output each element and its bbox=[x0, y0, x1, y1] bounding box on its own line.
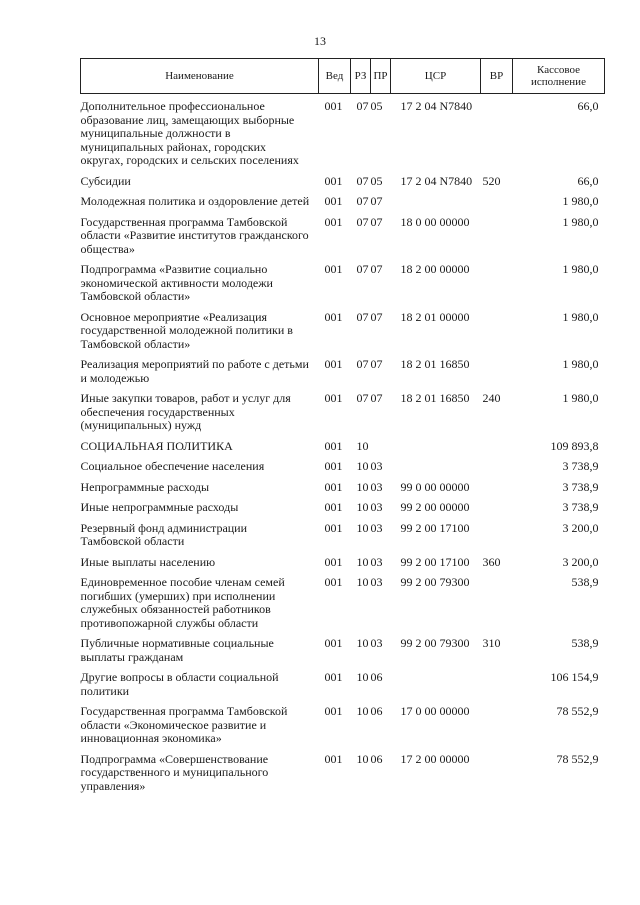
cell-pr: 06 bbox=[370, 704, 383, 718]
cell-csr bbox=[391, 437, 481, 458]
cell-vr bbox=[481, 519, 513, 553]
table-row bbox=[81, 498, 605, 519]
cell-vr bbox=[481, 213, 513, 261]
cell-vr bbox=[481, 702, 513, 750]
cell-rz: 07 bbox=[356, 357, 369, 371]
cell-cash-execution: 78 552,9 bbox=[556, 751, 599, 766]
page-number: 13 bbox=[314, 34, 326, 48]
cell-ved: 001 bbox=[324, 438, 343, 453]
cell-rz: 07 bbox=[356, 173, 369, 188]
cell-name: Субсидии bbox=[80, 173, 131, 188]
cell-vr bbox=[481, 94, 513, 172]
header-ved: Вед bbox=[319, 59, 351, 94]
cell-pr: 03 bbox=[370, 636, 383, 650]
cell-csr bbox=[391, 192, 481, 213]
cell-csr: 18 0 00 00000 bbox=[400, 214, 470, 229]
cell-ved: 001 bbox=[324, 670, 343, 684]
cell-name: Иные выплаты населению bbox=[80, 554, 216, 569]
header-vr: ВР bbox=[481, 59, 513, 94]
cell-rz: 10 bbox=[356, 554, 369, 569]
cell-csr: 18 2 01 00000 bbox=[400, 309, 470, 324]
cell-cash-execution: 1 980,0 bbox=[562, 194, 599, 208]
header-rz: РЗ bbox=[351, 59, 371, 94]
table-row bbox=[81, 702, 605, 750]
cell-cash-execution: 1 980,0 bbox=[562, 357, 599, 371]
cell-rz: 10 bbox=[356, 704, 369, 718]
table-row bbox=[81, 519, 605, 553]
cell-csr: 99 2 00 00000 bbox=[400, 500, 470, 514]
cell-ved: 001 bbox=[324, 636, 343, 650]
table-header bbox=[81, 59, 605, 94]
cell-name: Подпрограмма «Совершенствование государственного и муниципального управления» bbox=[80, 751, 269, 793]
cell-csr: 17 2 04 N7840 bbox=[400, 99, 473, 113]
cell-pr: 07 bbox=[370, 357, 383, 371]
cell-cash-execution: 66,0 bbox=[577, 173, 599, 188]
cell-ved: 001 bbox=[324, 309, 343, 324]
cell-vr bbox=[481, 478, 513, 499]
cell-pr: 05 bbox=[370, 99, 383, 113]
cell-name: Публичные нормативные социальные выплаты гражданам bbox=[80, 636, 274, 664]
cell-pr: 07 bbox=[370, 194, 383, 208]
cell-cash-execution: 3 200,0 bbox=[562, 554, 599, 569]
table-row bbox=[81, 355, 605, 389]
cell-ved: 001 bbox=[324, 520, 343, 535]
header-name: Наименование bbox=[81, 59, 319, 94]
cell-pr: 03 bbox=[370, 520, 383, 535]
cell-vr bbox=[481, 668, 513, 702]
cell-vr bbox=[481, 192, 513, 213]
cell-rz: 07 bbox=[356, 309, 369, 324]
cell-name: Иные закупки товаров, работ и услуг для обеспечения государственных (муниципальных) нужд bbox=[80, 391, 291, 432]
cell-name: Реализация мероприятий по работе с детьми и молодежью bbox=[80, 357, 309, 385]
cell-pr: 07 bbox=[370, 309, 383, 324]
table-row bbox=[81, 213, 605, 261]
cell-cash-execution: 1 980,0 bbox=[562, 391, 599, 405]
cell-rz: 07 bbox=[356, 391, 369, 405]
cell-cash-execution: 538,9 bbox=[571, 636, 599, 650]
cell-csr: 99 2 00 17100 bbox=[400, 520, 470, 535]
cell-name: Резервный фонд администрации Тамбовской области bbox=[80, 520, 248, 548]
cell-pr: 07 bbox=[370, 214, 383, 229]
cell-name: Единовременное пособие членам семей погибших (умерших) при исполнении служебных обязанностей работников противопожарной службы области bbox=[80, 575, 285, 630]
cell-cash-execution: 3 738,9 bbox=[562, 479, 599, 494]
cell-csr: 17 0 00 00000 bbox=[400, 704, 470, 718]
cell-ved: 001 bbox=[324, 357, 343, 371]
cell-rz: 10 bbox=[356, 459, 369, 473]
table-row bbox=[81, 553, 605, 574]
table-body bbox=[81, 94, 605, 798]
cell-vr bbox=[481, 750, 513, 798]
cell-cash-execution: 1 980,0 bbox=[562, 214, 599, 229]
header-pr: ПР bbox=[371, 59, 391, 94]
cell-rz: 07 bbox=[356, 99, 369, 113]
cell-vr: 360 bbox=[482, 554, 501, 569]
cell-vr bbox=[481, 498, 513, 519]
cell-pr: 03 bbox=[370, 554, 383, 569]
cell-vr: 240 bbox=[482, 391, 501, 405]
table-row bbox=[81, 172, 605, 193]
cell-pr: 03 bbox=[370, 500, 383, 514]
cell-name: Непрограммные расходы bbox=[80, 479, 210, 494]
table-row bbox=[81, 457, 605, 478]
table-row bbox=[81, 573, 605, 634]
cell-rz: 10 bbox=[356, 500, 369, 514]
cell-csr: 18 2 00 00000 bbox=[400, 262, 470, 276]
cell-rz: 07 bbox=[356, 214, 369, 229]
cell-pr: 07 bbox=[370, 262, 383, 276]
cell-vr bbox=[481, 437, 513, 458]
cell-pr: 06 bbox=[370, 751, 383, 766]
cell-ved: 001 bbox=[324, 391, 343, 405]
cell-name: Основное мероприятие «Реализация государственной молодежной политики в Тамбовской области» bbox=[80, 309, 293, 351]
cell-ved: 001 bbox=[324, 575, 343, 589]
budget-execution-table bbox=[80, 58, 605, 797]
cell-ved: 001 bbox=[324, 704, 343, 718]
cell-cash-execution: 3 200,0 bbox=[562, 520, 599, 535]
cell-csr: 17 2 00 00000 bbox=[400, 751, 470, 766]
cell-csr: 18 2 01 16850 bbox=[400, 357, 470, 371]
cell-vr bbox=[481, 457, 513, 478]
table-row bbox=[81, 94, 605, 172]
cell-csr: 99 0 00 00000 bbox=[400, 479, 470, 494]
cell-rz: 10 bbox=[356, 520, 369, 535]
cell-vr bbox=[481, 308, 513, 356]
cell-ved: 001 bbox=[324, 194, 343, 208]
cell-ved: 001 bbox=[324, 173, 343, 188]
cell-ved: 001 bbox=[324, 214, 343, 229]
cell-name: Государственная программа Тамбовской области «Экономическое развитие и инновационная экономика» bbox=[80, 704, 288, 745]
cell-csr: 99 2 00 79300 bbox=[400, 636, 470, 650]
cell-ved: 001 bbox=[324, 500, 343, 514]
cell-name: Другие вопросы в области социальной политики bbox=[80, 670, 279, 698]
cell-name: Молодежная политика и оздоровление детей bbox=[80, 194, 310, 208]
cell-name: Подпрограмма «Развитие социально экономической активности молодежи Тамбовской области» bbox=[80, 262, 273, 303]
table-row bbox=[81, 634, 605, 668]
table-row bbox=[81, 478, 605, 499]
table-row bbox=[81, 389, 605, 437]
cell-rz: 10 bbox=[356, 575, 369, 589]
cell-rz: 07 bbox=[356, 194, 369, 208]
cell-csr: 18 2 01 16850 bbox=[400, 391, 470, 405]
table-row bbox=[81, 750, 605, 798]
header-row bbox=[81, 59, 605, 94]
cell-ved: 001 bbox=[324, 751, 343, 766]
cell-vr bbox=[481, 260, 513, 308]
cell-cash-execution: 106 154,9 bbox=[550, 670, 599, 684]
cell-vr bbox=[481, 573, 513, 634]
cell-csr: 17 2 04 N7840 bbox=[400, 173, 473, 188]
cell-cash-execution: 66,0 bbox=[577, 99, 599, 113]
cell-pr bbox=[371, 437, 391, 458]
cell-pr: 03 bbox=[370, 575, 383, 589]
cell-cash-execution: 109 893,8 bbox=[550, 438, 599, 453]
cell-cash-execution: 78 552,9 bbox=[556, 704, 599, 718]
table-row bbox=[81, 668, 605, 702]
cell-cash-execution: 3 738,9 bbox=[562, 500, 599, 514]
cell-pr: 03 bbox=[370, 479, 383, 494]
table-row bbox=[81, 437, 605, 458]
cell-vr: 520 bbox=[482, 173, 501, 188]
cell-vr bbox=[481, 355, 513, 389]
cell-cash-execution: 1 980,0 bbox=[562, 309, 599, 324]
cell-ved: 001 bbox=[324, 459, 343, 473]
table-row bbox=[81, 260, 605, 308]
cell-cash-execution: 1 980,0 bbox=[562, 262, 599, 276]
header-cash-execution: Кассовое исполнение bbox=[513, 59, 605, 94]
cell-name: Государственная программа Тамбовской области «Развитие институтов гражданского общества» bbox=[80, 214, 309, 256]
cell-pr: 06 bbox=[370, 670, 383, 684]
cell-name: Социальное обеспечение населения bbox=[80, 459, 265, 473]
cell-ved: 001 bbox=[324, 479, 343, 494]
cell-rz: 07 bbox=[356, 262, 369, 276]
header-csr: ЦСР bbox=[391, 59, 481, 94]
cell-ved: 001 bbox=[324, 262, 343, 276]
cell-rz: 10 bbox=[356, 636, 369, 650]
cell-rz: 10 bbox=[356, 438, 369, 453]
cell-cash-execution: 3 738,9 bbox=[562, 459, 599, 473]
cell-csr: 99 2 00 79300 bbox=[400, 575, 470, 589]
cell-rz: 10 bbox=[356, 751, 369, 766]
cell-name: Иные непрограммные расходы bbox=[80, 500, 239, 514]
cell-ved: 001 bbox=[324, 554, 343, 569]
cell-cash-execution: 538,9 bbox=[571, 575, 599, 589]
cell-pr: 07 bbox=[370, 391, 383, 405]
cell-name: Дополнительное профессиональное образование лиц, замещающих выборные муниципальные должности в муниципальных районах, городских округах, городских и сельских поселениях bbox=[80, 99, 299, 167]
table-row bbox=[81, 192, 605, 213]
cell-csr bbox=[391, 668, 481, 702]
cell-rz: 10 bbox=[356, 670, 369, 684]
cell-pr: 05 bbox=[370, 173, 383, 188]
cell-name: СОЦИАЛЬНАЯ ПОЛИТИКА bbox=[80, 438, 233, 453]
cell-ved: 001 bbox=[324, 99, 343, 113]
cell-vr: 310 bbox=[482, 636, 501, 650]
table-row bbox=[81, 308, 605, 356]
cell-rz: 10 bbox=[356, 479, 369, 494]
cell-csr: 99 2 00 17100 bbox=[400, 554, 470, 569]
cell-csr bbox=[391, 457, 481, 478]
cell-pr: 03 bbox=[370, 459, 383, 473]
